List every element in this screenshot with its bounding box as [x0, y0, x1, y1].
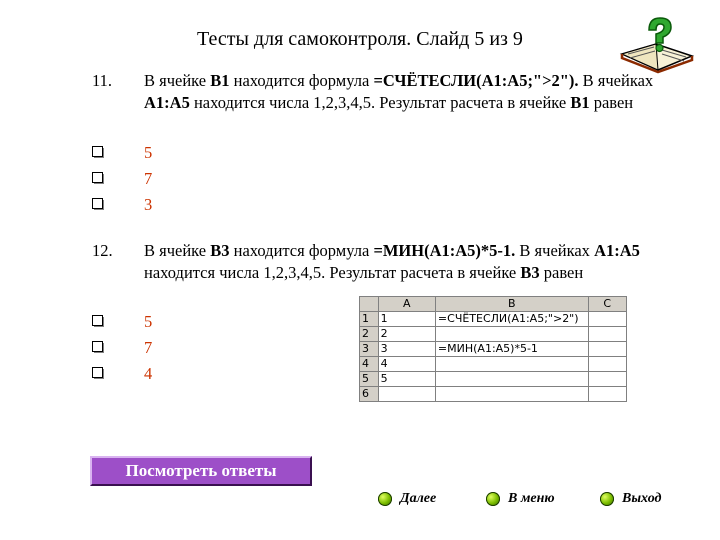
cell: 2 — [378, 327, 435, 342]
cell: 4 — [378, 357, 435, 372]
cell — [588, 387, 627, 402]
row-header: 5 — [360, 372, 379, 387]
cell — [588, 312, 627, 327]
row-header: 6 — [360, 387, 379, 402]
table-row — [360, 312, 627, 327]
cell: 1 — [378, 312, 435, 327]
cell: 5 — [378, 372, 435, 387]
checkbox-icon — [92, 198, 104, 210]
table-row — [360, 327, 627, 342]
row-header: 4 — [360, 357, 379, 372]
row-header: 2 — [360, 327, 379, 342]
green-bullet-icon — [378, 492, 392, 506]
column-header: B — [435, 297, 588, 312]
row-header: 1 — [360, 312, 379, 327]
checkbox-icon — [92, 341, 104, 353]
cell — [435, 357, 588, 372]
cell — [588, 372, 627, 387]
question-text: В ячейке В1 находится формула =СЧЁТЕСЛИ(А1:А5;">2"). В ячейках А1:А5 находится числа 1,2,3,4,5. Результат расчета в ячейке В1 равен — [144, 71, 654, 112]
table-row — [360, 372, 627, 387]
checkbox-icon — [92, 172, 104, 184]
cell: 3 — [378, 342, 435, 357]
green-bullet-icon — [600, 492, 614, 506]
cell: =МИН(А1:А5)*5-1 — [435, 342, 588, 357]
spreadsheet-image — [359, 296, 627, 402]
slide-title: Тесты для самоконтроля. Слайд 5 из 9 — [197, 28, 523, 50]
corner-cell — [360, 297, 379, 312]
question-number: 12. — [92, 241, 113, 260]
table-row — [360, 357, 627, 372]
view-answers-button[interactable]: Посмотреть ответы — [90, 456, 312, 486]
question-text: В ячейке В3 находится формула =МИН(А1:А5)*5-1. В ячейках А1:А5 находится числа 1,2,3,4,5. Результат расчета в ячейке В3 равен — [144, 241, 640, 282]
cell — [435, 372, 588, 387]
row-header: 3 — [360, 342, 379, 357]
table-row — [360, 342, 627, 357]
cell — [378, 387, 435, 402]
cell — [588, 327, 627, 342]
book-question-icon — [618, 14, 696, 74]
sheet-header-row — [360, 297, 627, 312]
green-bullet-icon — [486, 492, 500, 506]
checkbox-icon — [92, 315, 104, 327]
cell — [435, 387, 588, 402]
cell — [435, 327, 588, 342]
question-number: 11. — [92, 71, 113, 90]
cell — [588, 342, 627, 357]
column-header: A — [378, 297, 435, 312]
checkbox-icon — [92, 367, 104, 379]
checkbox-icon — [92, 146, 104, 158]
cell: =СЧЁТЕСЛИ(А1:А5;">2") — [435, 312, 588, 327]
table-row — [360, 387, 627, 402]
cell — [588, 357, 627, 372]
column-header: C — [588, 297, 627, 312]
